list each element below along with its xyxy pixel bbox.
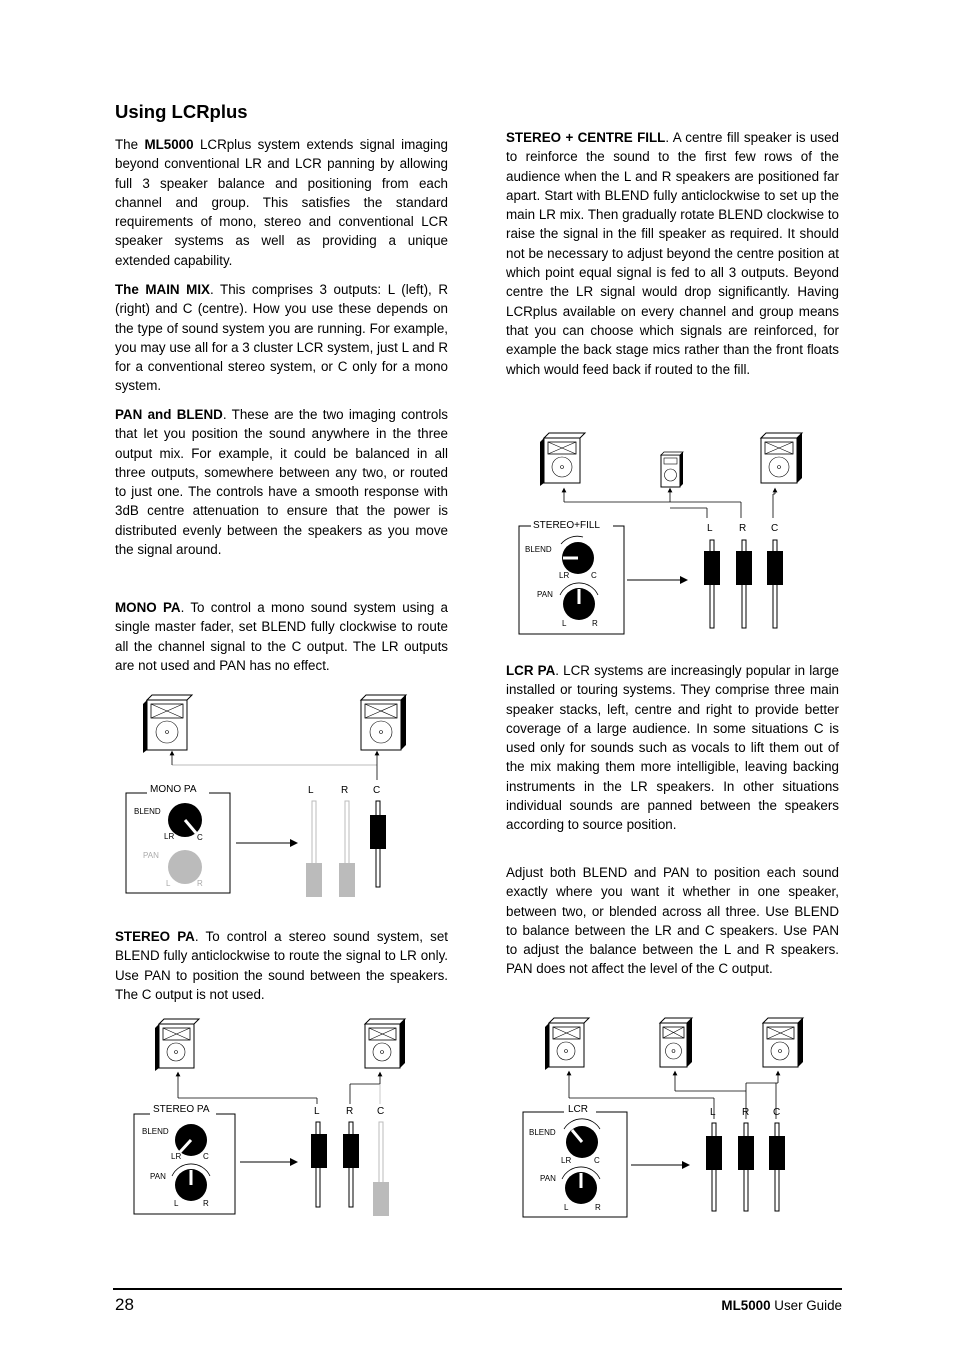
blend-label: BLEND: [142, 1127, 169, 1136]
mono-pa-box-title: MONO PA: [150, 784, 197, 795]
pan-l-label: L: [166, 879, 171, 888]
mono-pa-heading: MONO PA: [115, 600, 181, 615]
fader-l[interactable]: [704, 540, 720, 628]
footer-rule: [113, 1288, 842, 1290]
blend-c-label: C: [594, 1156, 600, 1165]
speaker-right: [365, 1019, 405, 1068]
fader-c[interactable]: [370, 801, 386, 887]
stereo-pa-box-title: STEREO PA: [153, 1104, 210, 1115]
stereo-pa-heading: STEREO PA: [115, 929, 195, 944]
lcr-diagram: [520, 1015, 810, 1220]
stereo-pa-diagram: [130, 1018, 400, 1218]
pan-r-label: R: [592, 619, 598, 628]
main-mix-paragraph: The MAIN MIX. This comprises 3 outputs: L (left), R (right) and C (centre). How you use these depends on the type of sound system you are running. For example, you may use all for a 3 cluster LCR system, just L and R for a conventional stereo system, or C only for a mono system.: [115, 282, 448, 394]
fader-r[interactable]: [339, 801, 355, 897]
fader-c[interactable]: [373, 1122, 389, 1216]
blend-label: BLEND: [525, 545, 552, 554]
page-number: 28: [115, 1295, 134, 1314]
pan-l-label: L: [174, 1199, 179, 1208]
pan-label: PAN: [537, 590, 553, 599]
pan-label: PAN: [540, 1174, 556, 1183]
pan-r-label: R: [595, 1203, 601, 1212]
output-l-label: L: [710, 1107, 716, 1118]
fader-r[interactable]: [738, 1123, 754, 1211]
speaker-left: [143, 695, 192, 753]
fader-l[interactable]: [306, 801, 322, 897]
output-l-label: L: [314, 1106, 320, 1117]
output-l-label: L: [308, 785, 314, 796]
section-title: Using LCRplus: [115, 101, 248, 122]
blend-lr-label: LR: [559, 571, 570, 580]
blend-c-label: C: [203, 1152, 209, 1161]
stereo-centre-fill-heading: STEREO + CENTRE FILL: [506, 130, 666, 145]
blend-label: BLEND: [529, 1128, 556, 1137]
speaker-left: [540, 433, 585, 486]
output-r-label: R: [742, 1107, 750, 1118]
lcr-box-title: LCR: [568, 1104, 589, 1115]
output-l-label: L: [707, 523, 713, 534]
lcr-pa-heading: LCR PA: [506, 663, 556, 678]
output-r-label: R: [739, 523, 747, 534]
fader-r[interactable]: [343, 1122, 359, 1207]
guide-title: ML5000 User Guide: [721, 1298, 842, 1313]
output-r-label: R: [341, 785, 349, 796]
stereo-pa-control-box: [134, 1104, 235, 1214]
pan-r-label: R: [203, 1199, 209, 1208]
lcr-control-box: [523, 1104, 627, 1217]
output-c-label: C: [771, 523, 779, 534]
blend-c-label: C: [197, 833, 203, 842]
pan-l-label: L: [564, 1203, 569, 1212]
lcr-pa-paragraph: LCR PA. LCR systems are increasingly popular in large installed or touring systems. They comprise three main speaker stacks, left, centre and right to provide better coverage of a large audience. In some situations C is used only for sounds such as vocals to lift them out of the mix making them more intelligible, leaving backing instruments in the LR speakers. In other situations individual sounds are panned between the speakers according to source position.: [506, 663, 839, 833]
pan-r-label: R: [197, 879, 203, 888]
stereo-centre-fill-paragraph: STEREO + CENTRE FILL. A centre fill speaker is used to reinforce the sound to the first few rows of the audience when the L and R speakers are positioned far apart. Start with BLEND fully anticlockwise to set up the main LR mix. Then gradually rotate BLEND clockwise to raise the signal in the fill speaker as required. It should not be necessary to adjust beyond the centre position at which point equal signal is fed to all 3 outputs. Beyond centre the LR signal would drop significantly. Having LCRplus available on every channel and group means that you can choose which signals are reinforced, for example the back stage mics rather than the front floats which would feed back if routed to the fill.: [506, 130, 840, 377]
pan-label: PAN: [143, 851, 159, 860]
speaker-right: [763, 1018, 803, 1067]
speaker-centre: [660, 1018, 692, 1067]
speaker-fill: [661, 452, 683, 487]
pan-label: PAN: [150, 1172, 166, 1181]
mono-pa-paragraph: MONO PA. To control a mono sound system using a single master fader, set BLEND fully clockwise to route all the channel signal to the C output. The LR outputs are not used and PAN has no effect.: [115, 600, 449, 673]
blend-lr-label: LR: [561, 1156, 572, 1165]
pan-l-label: L: [562, 619, 567, 628]
blend-lr-label: LR: [171, 1152, 182, 1161]
stereo-pa-paragraph: STEREO PA. To control a stereo sound system, set BLEND fully anticlockwise to route the signal to LR only. Use PAN to position the sound between the speakers. The C output is not used.: [115, 929, 448, 1002]
stereo-fill-diagram: [517, 430, 807, 640]
blend-lr-label: LR: [164, 832, 175, 841]
pan-blend-heading: PAN and BLEND: [115, 407, 223, 422]
fader-c[interactable]: [769, 1123, 785, 1211]
adjust-paragraph: Adjust both BLEND and PAN to position each sound exactly where you want it whether in one speaker, between two, or blended across all three. Use BLEND to balance between the LR and C speakers. Use PAN to adjust the balance between the L and R speakers. PAN does not affect the level of the C output.: [506, 865, 839, 977]
fader-l[interactable]: [311, 1122, 327, 1207]
blend-c-label: C: [591, 571, 597, 580]
fader-l[interactable]: [706, 1123, 722, 1211]
output-c-label: C: [373, 785, 381, 796]
speaker-right: [361, 695, 406, 750]
mono-pa-diagram: [110, 695, 410, 905]
intro-paragraph: The ML5000 LCRplus system extends signal imaging beyond conventional LR and LCR panning by allowing full 3 speaker balance and positioning from each channel and group. This satisfies the standard requirements of mono, stereo and conventional LCR speaker systems as well as providing a unique extended capability.: [115, 137, 448, 268]
main-mix-heading: The MAIN MIX: [115, 282, 210, 297]
output-r-label: R: [346, 1106, 354, 1117]
fader-c[interactable]: [767, 540, 783, 628]
speaker-right: [761, 433, 802, 483]
blend-label: BLEND: [134, 807, 161, 816]
output-c-label: C: [377, 1106, 385, 1117]
mono-pa-control-box: [126, 784, 230, 893]
stereo-fill-box-title: STEREO+FILL: [533, 520, 600, 531]
output-c-label: C: [773, 1107, 781, 1118]
pan-blend-paragraph: PAN and BLEND. These are the two imaging controls that let you position the sound anywhere in the three output mix. For example, it could be balanced in all three outputs, somewhere between any two, or routed to just one. The controls have a smooth response with 3dB centre attenuation to ensure that the power is distributed evenly between the speakers as you move the signal around.: [115, 407, 448, 558]
stereo-fill-control-box: [519, 519, 624, 634]
fader-r[interactable]: [736, 540, 752, 628]
speaker-left: [155, 1019, 199, 1071]
speaker-left: [545, 1018, 589, 1070]
